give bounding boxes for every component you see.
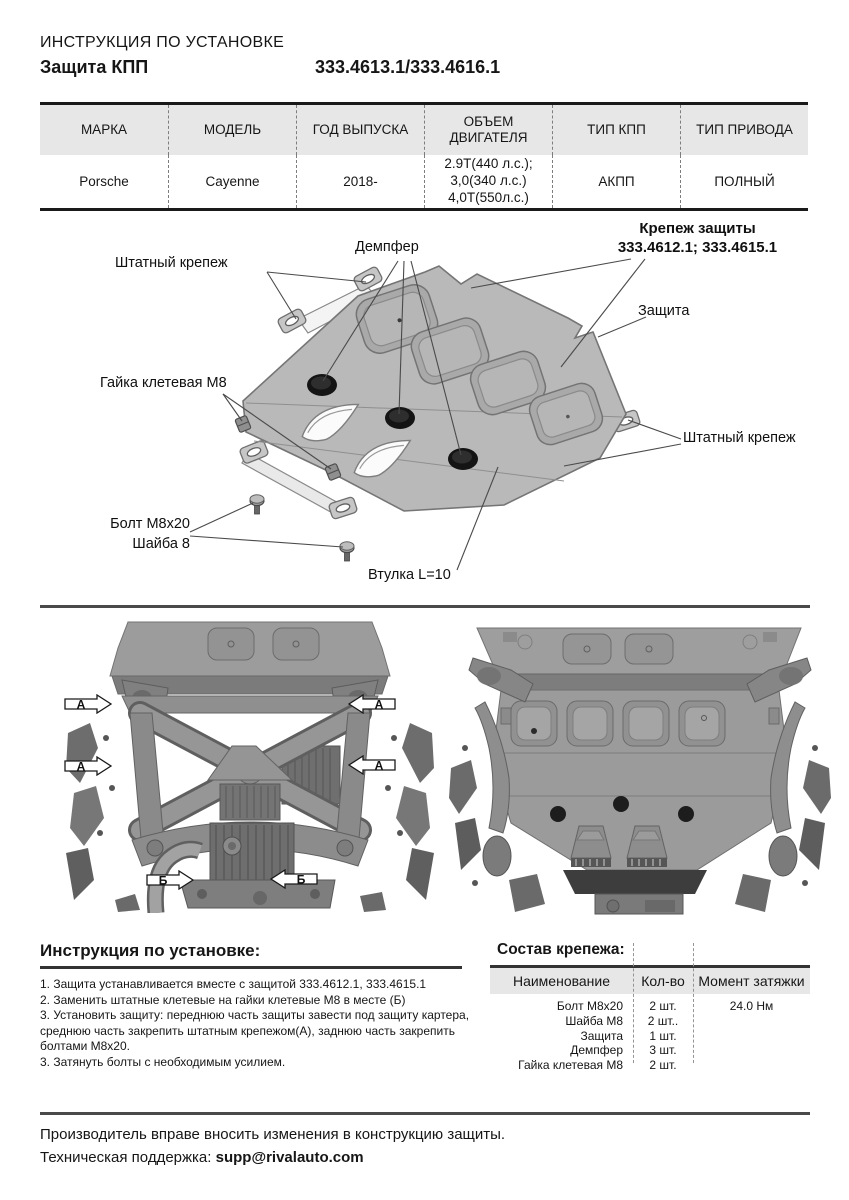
label-shaiba: Шайба 8	[132, 536, 190, 552]
hw-name: Защита	[580, 1028, 623, 1043]
marker-arrow-icon	[349, 695, 395, 713]
marker-text: Б	[296, 872, 306, 887]
krepezh-line-1: Крепеж защиты	[639, 220, 756, 237]
label-bolt-shaiba	[88, 514, 190, 554]
col-name: Наименование	[512, 973, 611, 989]
hw-qty: 3 шт.	[649, 1043, 677, 1058]
table-row	[490, 999, 810, 1014]
label-vtulka: Втулка L=10	[368, 567, 451, 583]
hardware-heading: Состав крепежа:	[497, 941, 625, 958]
support-label: Техническая поддержка:	[40, 1149, 212, 1166]
marker-text: А	[374, 758, 384, 773]
table-row	[490, 1014, 810, 1029]
engine-line-2: 4,0T(550л.с.)	[448, 189, 529, 205]
value-transmission: АКПП	[552, 155, 680, 208]
col-brand: МАРКА	[40, 105, 168, 155]
marker-text: А	[76, 697, 86, 712]
value-engine	[424, 155, 552, 208]
marker-B-left	[146, 870, 194, 890]
hw-torque	[693, 1043, 810, 1058]
value-model: Cayenne	[168, 155, 296, 208]
marker-text: А	[374, 697, 384, 712]
value-brand: Porsche	[79, 174, 129, 189]
krepezh-line-2: 333.4612.1; 333.4615.1	[617, 238, 778, 256]
col-model: МОДЕЛЬ	[168, 105, 296, 155]
photo-installed-plate	[445, 618, 835, 915]
marker-arrow-icon	[65, 695, 111, 713]
instruction-step: 3. Затянуть болты с необходимым усилием.	[40, 1054, 286, 1069]
instruction-step: 1. Защита устанавливается вместе с защитой 333.4612.1, 333.4615.1	[40, 977, 427, 991]
label-krepezh-zashchity	[590, 220, 805, 258]
label-dempfer: Демпфер	[355, 239, 419, 255]
hw-qty: 2 шт.	[649, 1058, 677, 1073]
hardware-divider-dash	[633, 943, 634, 1063]
value-year: 2018-	[296, 155, 424, 208]
hw-torque: 24.0 Нм	[729, 999, 774, 1013]
hw-qty: 2 шт.	[649, 999, 677, 1013]
marker-A-top-left	[64, 694, 112, 714]
label-bolt: Болт М8х20	[110, 516, 190, 532]
marker-A-top-right	[348, 694, 396, 714]
col-torque: Момент затяжки	[698, 973, 805, 989]
marker-text: Б	[158, 873, 168, 888]
support-email: supp@rivalauto.com	[215, 1149, 364, 1166]
hw-torque	[693, 1058, 810, 1073]
vehicle-table	[40, 102, 808, 211]
marker-A-mid-right	[348, 755, 396, 775]
photo-subframe-view	[60, 618, 440, 913]
marker-arrow-icon	[147, 871, 193, 889]
vehicle-table-row	[40, 155, 808, 208]
doc-type-title: ИНСТРУКЦИЯ ПО УСТАНОВКЕ	[40, 34, 285, 51]
hw-name: Гайка клетевая М8	[518, 1058, 623, 1073]
section-divider-top	[40, 605, 810, 608]
hardware-table-header	[490, 968, 810, 994]
marker-text: А	[76, 759, 86, 774]
label-shtatny-krepezh-left: Штатный крепеж	[115, 255, 228, 271]
table-row	[490, 1043, 810, 1058]
label-zashchita: Защита	[638, 303, 690, 319]
hw-qty: 2 шт..	[647, 1013, 679, 1028]
instruction-step: 3. Установить защиту: переднюю часть защиты завести под защиту картера, среднюю часть закрепить штатным крепежом(А), заднюю часть закрепить болтами М8х20.	[40, 1008, 470, 1053]
marker-arrow-icon	[271, 870, 317, 888]
instructions-steps	[40, 977, 488, 1070]
marker-arrow-icon	[65, 757, 111, 775]
hardware-divider-dash	[693, 943, 694, 1063]
hw-qty: 1 шт.	[649, 1028, 677, 1043]
footer-support	[40, 1149, 364, 1166]
part-numbers: 333.4613.1/333.4616.1	[315, 57, 501, 77]
vehicle-table-header	[40, 105, 808, 155]
hw-name: Шайба М8	[565, 1013, 623, 1028]
col-year: ГОД ВЫПУСКА	[296, 105, 424, 155]
label-shtatny-krepezh-right: Штатный крепеж	[683, 430, 796, 446]
instructions-underline	[40, 966, 462, 969]
hw-torque	[693, 1029, 810, 1044]
marker-B-right	[270, 869, 318, 889]
instructions-section	[40, 941, 492, 1070]
hardware-section	[490, 941, 810, 1081]
hw-name: Демпфер	[570, 1043, 623, 1058]
col-transmission: ТИП КПП	[552, 105, 680, 155]
section-divider-bottom	[40, 1112, 810, 1115]
instructions-heading: Инструкция по установке:	[40, 941, 261, 960]
value-drive: ПОЛНЫЙ	[680, 155, 808, 208]
installed-plate-illustration	[445, 618, 835, 915]
instruction-step: 2. Заменить штатные клетевые на гайки клетевые М8 в месте (Б)	[40, 992, 406, 1007]
table-row	[490, 1029, 810, 1044]
engine-line-1: 2.9T(440 л.с.); 3,0(340 л.с.)	[444, 156, 533, 189]
col-qty: Кол-во	[641, 973, 685, 989]
col-drive: ТИП ПРИВОДА	[680, 105, 808, 155]
hw-name: Болт М8х20	[556, 999, 623, 1013]
label-gaika-klet: Гайка клетевая М8	[100, 375, 227, 391]
product-title: Защита КПП	[40, 57, 149, 77]
table-row	[490, 1058, 810, 1073]
installation-diagram	[30, 215, 820, 605]
marker-A-mid-left	[64, 756, 112, 776]
footer-disclaimer: Производитель вправе вносить изменения в конструкцию защиты.	[40, 1126, 506, 1143]
marker-arrow-icon	[349, 756, 395, 774]
hw-torque	[693, 1014, 810, 1029]
hardware-table-rows	[490, 999, 810, 1073]
col-engine: ОБЪЕМ ДВИГАТЕЛЯ	[424, 105, 552, 155]
